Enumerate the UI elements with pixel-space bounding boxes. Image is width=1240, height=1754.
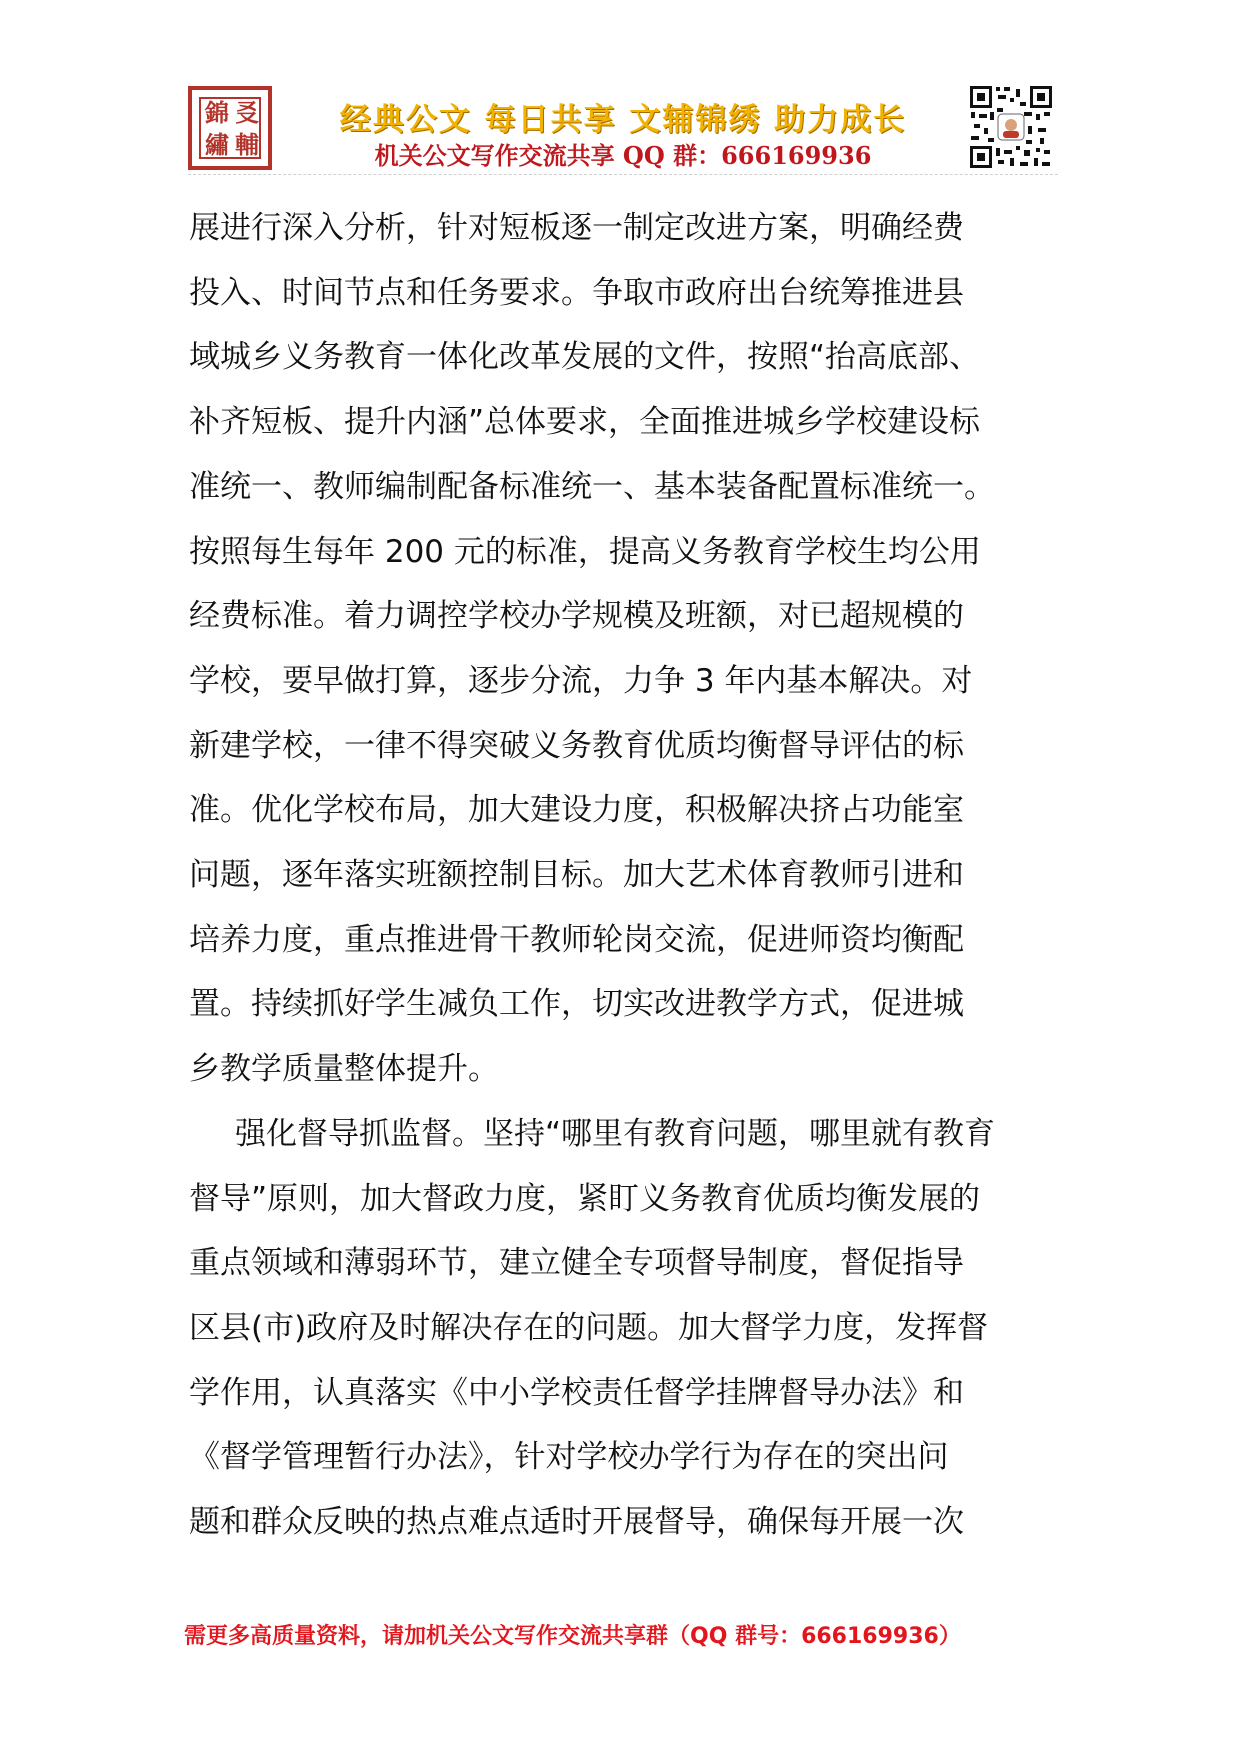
header-slogan: 经典公文 每日共享 文辅锦绣 助力成长 bbox=[339, 102, 907, 138]
text-line: 问题，逐年落实班额控制目标。加大艺术体育教师引进和 bbox=[189, 857, 964, 894]
seal-char: 繡 bbox=[205, 130, 229, 159]
text-line: 补齐短板、提升内涵”总体要求，全面推进城乡学校建设标 bbox=[189, 404, 981, 441]
text-line: 经费标准。着力调控学校办学规模及班额，对已超规模的 bbox=[189, 598, 964, 635]
paragraph bbox=[189, 196, 1059, 1102]
header-divider bbox=[188, 174, 1058, 175]
text-line: 置。持续抓好学生减负工作，切实改进教学方式，促进城 bbox=[189, 986, 964, 1023]
text-line: 区县(市)政府及时解决存在的问题。加大督学力度，发挥督 bbox=[189, 1309, 989, 1346]
text-line: 准统一、教师编制配备标准统一、基本装备配置标准统一。 bbox=[189, 468, 995, 505]
text-line: 按照每生每年 200 元的标准，提高义务教育学校生均公用 bbox=[189, 533, 981, 570]
seal-logo bbox=[188, 86, 272, 170]
seal-char: 㕛 bbox=[235, 98, 259, 127]
document-body bbox=[189, 196, 1059, 1555]
text-line: 题和群众反映的热点难点适时开展督导，确保每开展一次 bbox=[189, 1504, 964, 1541]
text-line: 重点领域和薄弱环节，建立健全专项督导制度，督促指导 bbox=[189, 1245, 964, 1282]
seal-char: 錦 bbox=[205, 98, 229, 127]
seal-char: 輔 bbox=[235, 130, 259, 159]
text-line: 《督学管理暂行办法》，针对学校办学行为存在的突出问 bbox=[189, 1439, 949, 1476]
text-line: 乡教学质量整体提升。 bbox=[189, 1051, 499, 1088]
paragraph bbox=[189, 1102, 1059, 1555]
footer-notice: 需更多高质量资料，请加机关公文写作交流共享群（QQ 群号：666169936） bbox=[184, 1624, 961, 1649]
text-line: 准。优化学校布局，加大建设力度，积极解决挤占功能室 bbox=[189, 792, 964, 829]
page-header bbox=[188, 84, 1058, 174]
text-line: 学作用，认真落实《中小学校责任督学挂牌督导办法》和 bbox=[189, 1374, 964, 1411]
text-line: 展进行深入分析，针对短板逐一制定改进方案，明确经费 bbox=[189, 210, 964, 246]
text-line: 域城乡义务教育一体化改革发展的文件，按照“抬高底部、 bbox=[189, 339, 981, 376]
text-line: 新建学校，一律不得突破义务教育优质均衡督导评估的标 bbox=[189, 727, 964, 764]
text-line: 强化督导抓监督。坚持“哪里有教育问题，哪里就有教育 bbox=[235, 1115, 996, 1152]
header-qq-group: 机关公文写作交流共享 QQ 群：666169936 bbox=[374, 141, 872, 170]
text-line: 投入、时间节点和任务要求。争取市政府出台统筹推进县 bbox=[189, 274, 964, 311]
text-line: 督导”原则，加大督政力度，紧盯义务教育优质均衡发展的 bbox=[189, 1180, 981, 1217]
text-line: 培养力度，重点推进骨干教师轮岗交流，促进师资均衡配 bbox=[189, 921, 964, 958]
qr-code-icon bbox=[968, 84, 1054, 170]
text-line: 学校，要早做打算，逐步分流，力争 3 年内基本解决。对 bbox=[189, 662, 973, 699]
